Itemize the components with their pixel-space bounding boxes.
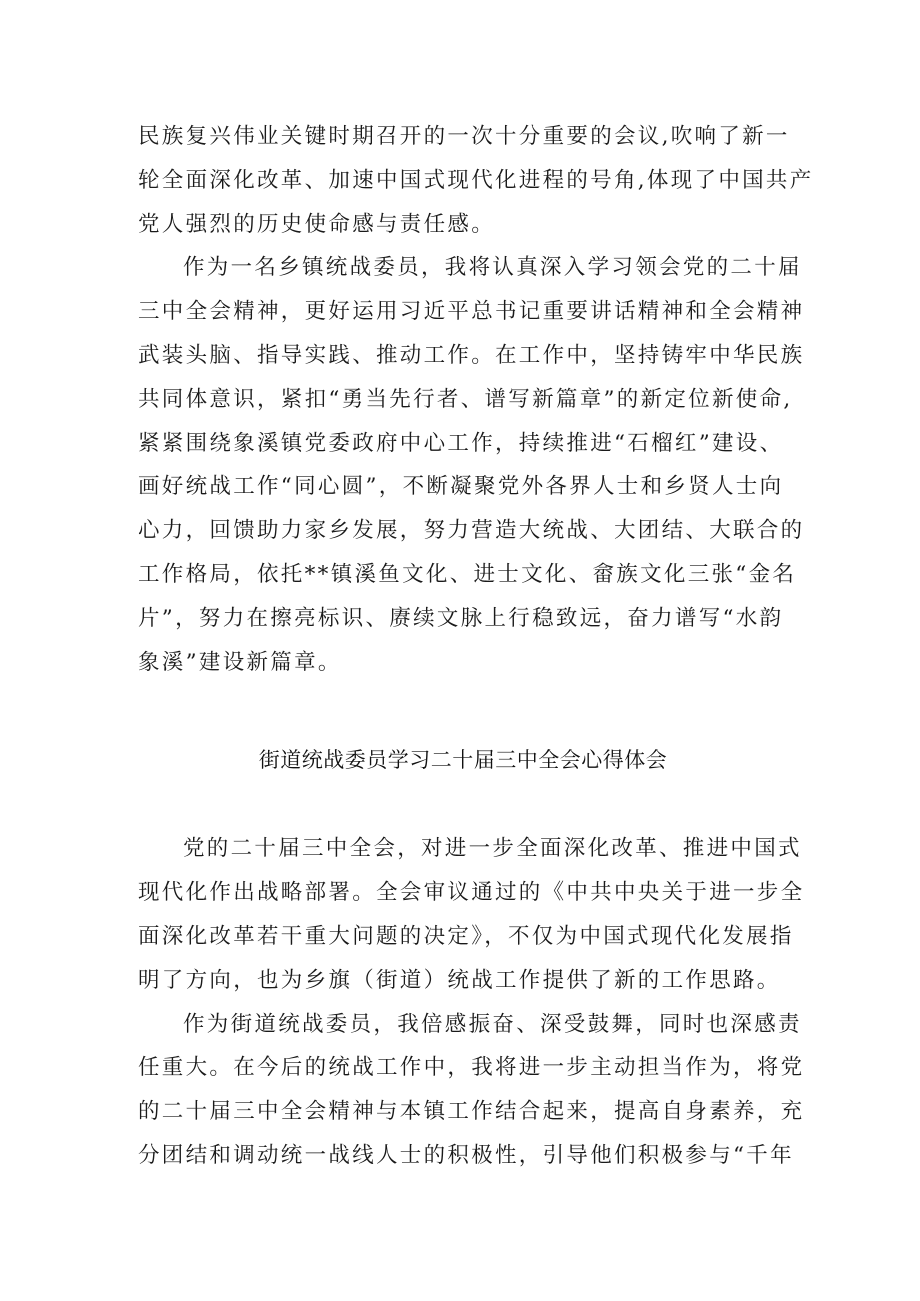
text-line: 象溪”建设新篇章。: [138, 649, 342, 675]
text-line: 的二十届三中全会精神与本镇工作结合起来，提高自身素养，充: [138, 1099, 805, 1125]
text-line: 明了方向，也为乡旗（街道）统战工作提供了新的工作思路。: [138, 967, 781, 993]
text-line: 武装头脑、指导实践、推动工作。在工作中，坚持铸牢中华民族: [138, 342, 805, 368]
text-line: 分团结和调动统一战线人士的积极性，引导他们积极参与“千年: [138, 1142, 794, 1168]
text-line: 党的二十届三中全会，对进一步全面深化改革、推进中国式: [183, 836, 802, 862]
text-line: 心力，回馈助力家乡发展，努力营造大统战、大团结、大联合的: [138, 518, 805, 544]
text-line: 工作格局，依托**镇溪鱼文化、进士文化、畲族文化三张“金名: [138, 561, 797, 587]
paragraph: [138, 115, 814, 246]
text-line: 民族复兴伟业关键时期召开的一次十分重要的会议,吹响了新一: [138, 124, 790, 149]
text-line: 画好统战工作“同心圆”，不断凝聚党外各界人士和乡贤人士向: [138, 474, 784, 500]
text-line: 紧紧围绕象溪镇党委政府中心工作，持续推进“石榴红”建设、: [138, 430, 784, 456]
paragraph: [138, 246, 805, 684]
text-line: 作为街道统战委员，我倍感振奋、深受鼓舞，同时也深感责: [183, 1011, 802, 1037]
text-line: 任重大。在今后的统战工作中，我将进一步主动担当作为，将党: [138, 1055, 805, 1081]
paragraph: [138, 827, 805, 1002]
text-line: 党人强烈的历史使命感与责任感。: [138, 211, 496, 237]
text-line: 现代化作出战略部署。全会审议通过的《中共中央关于进一步全: [138, 880, 805, 906]
text-line: 作为一名乡镇统战委员，我将认真深入学习领会党的二十届: [183, 255, 802, 281]
text-line: 共同体意识，紧扣“勇当先行者、谱写新篇章”的新定位新使命,: [138, 386, 793, 412]
text-line: 片”，努力在擦亮标识、赓续文脉上行稳致远，奋力谱写“水韵: [138, 605, 784, 631]
text-line: 三中全会精神，更好运用习近平总书记重要讲话精神和全会精神: [138, 299, 805, 325]
paragraph: [138, 1003, 805, 1178]
document-page: [138, 115, 814, 1178]
section-title: 街道统战委员学习二十届三中全会心得体会: [258, 748, 668, 773]
text-line: 轮全面深化改革、加速中国式现代化进程的号角,体现了中国共产: [138, 167, 814, 193]
text-line: 面深化改革若干重大问题的决定》，不仅为中国式现代化发展指: [138, 923, 794, 949]
